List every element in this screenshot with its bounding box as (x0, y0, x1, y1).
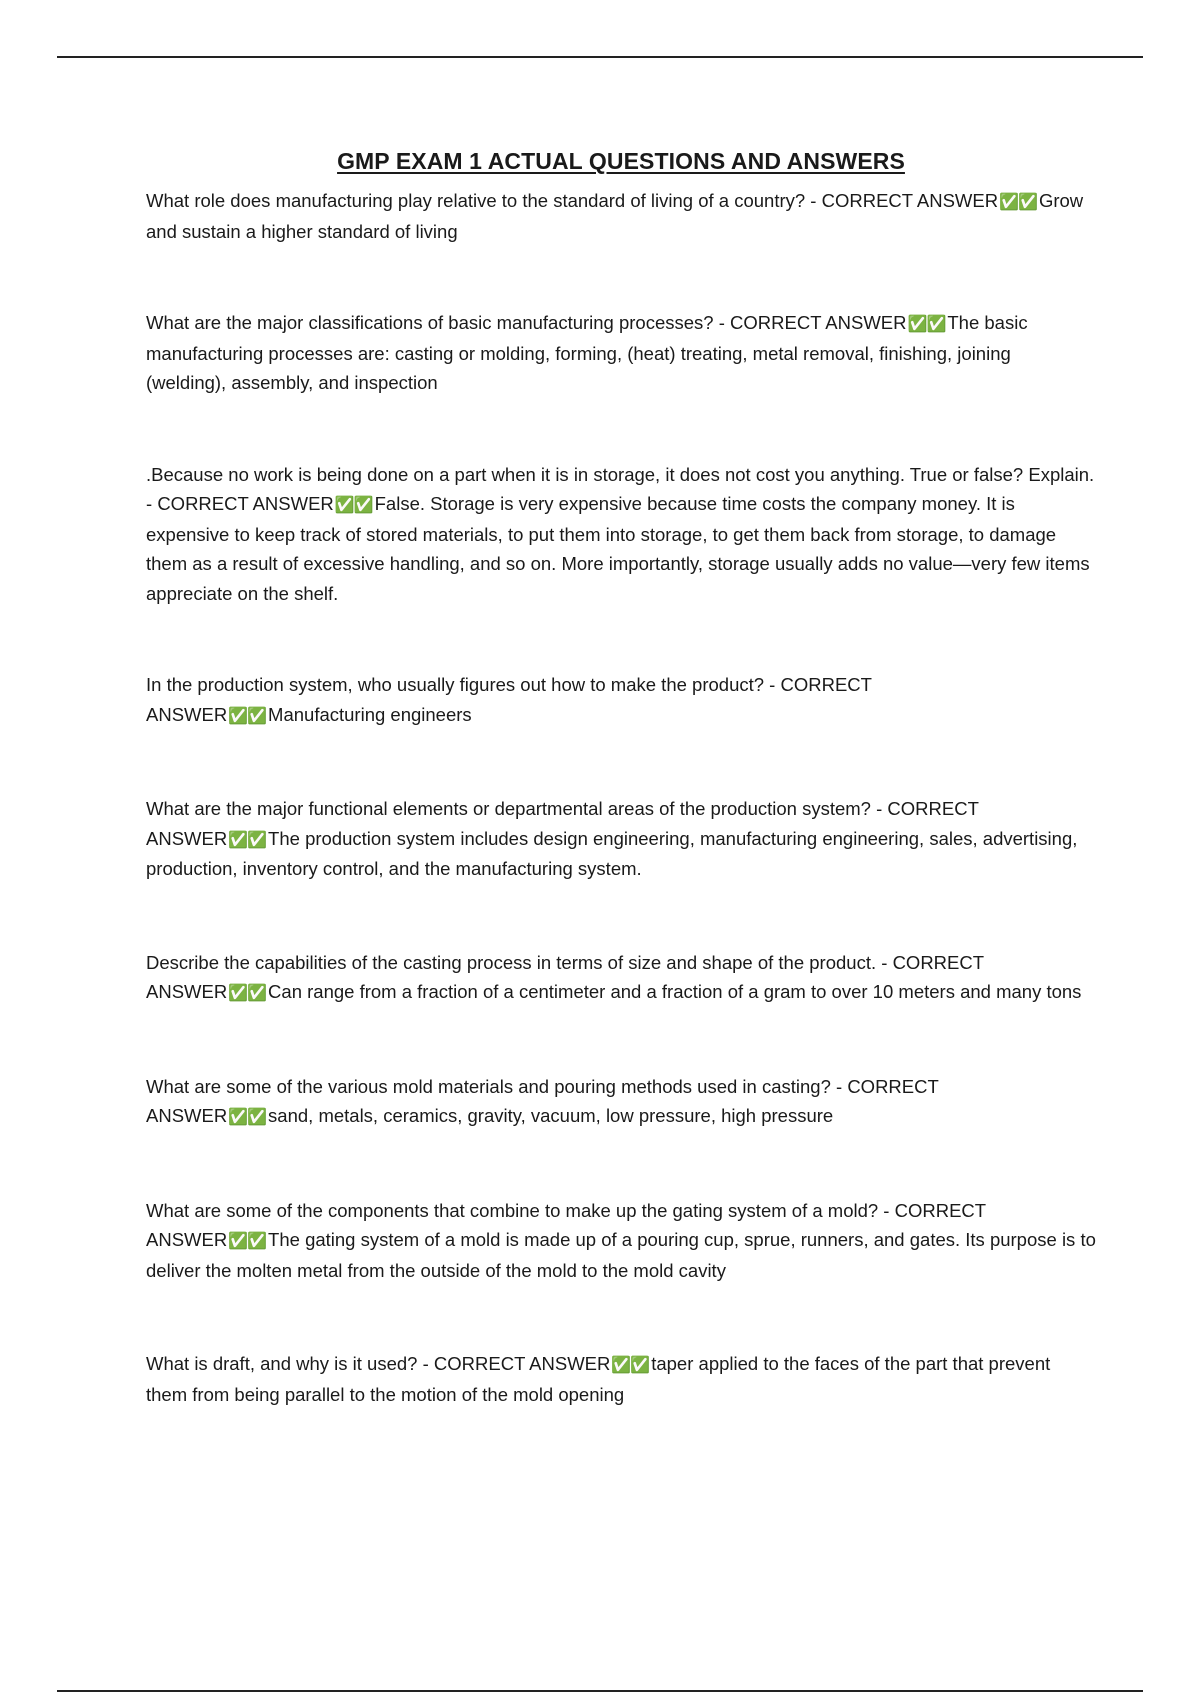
answer-text: The basic manufacturing processes are: casting or molding, forming, (heat) treating, metal removal, finishing, joining (welding), assembly, and inspection (146, 312, 1028, 393)
answer-text: Grow and sustain a higher standard of living (146, 190, 1084, 242)
question-text: What are some of the components that combine to make up the gating system of a mold? - (146, 1199, 895, 1221)
answer-text: Can range from a fraction of a centimeter and a fraction of a gram to over 10 meters and many tons (268, 981, 1082, 1002)
qa-item (146, 1196, 1096, 1286)
checkmark-icon: ✅✅ (334, 495, 373, 514)
checkmark-icon: ✅✅ (999, 192, 1037, 211)
document-body (146, 144, 1096, 1409)
qa-item (146, 308, 1096, 398)
question-text: What are some of the various mold materials and pouring methods used in casting? - (146, 1075, 848, 1097)
question-text: What are the major functional elements or departmental areas of the production system? - (146, 798, 888, 819)
qa-item (146, 794, 1096, 884)
answer-text: The production system includes design engineering, manufacturing engineering, sales, advertising, production, inventory control, and the manufacturing system. (146, 827, 1078, 879)
answer-marker: CORRECT ANSWER (146, 798, 979, 849)
question-text: What role does manufacturing play relative to the standard of living of a country? - (146, 190, 822, 211)
top-rule (57, 56, 1143, 58)
qa-item (146, 186, 1096, 246)
answer-marker: CORRECT ANSWER (433, 1353, 611, 1374)
document-title: GMP EXAM 1 ACTUAL QUESTIONS AND ANSWERS (337, 148, 905, 174)
qa-item (146, 460, 1096, 609)
qa-item (146, 1349, 1096, 1409)
checkmark-icon: ✅✅ (228, 1231, 267, 1250)
qa-item (146, 948, 1096, 1008)
answer-text: sand, metals, ceramics, gravity, vacuum, low pressure, high pressure (268, 1105, 834, 1126)
question-text: Describe the capabilities of the casting process in terms of size and shape of the product. - (146, 951, 893, 973)
qa-item (146, 670, 1096, 730)
answer-text: taper applied to the faces of the part that prevent them from being parallel to the motion of the mold opening (146, 1353, 1051, 1405)
qa-list (146, 186, 1096, 1409)
checkmark-icon: ✅✅ (228, 1107, 267, 1126)
question-text: .Because no work is being done on a part when it is in storage, it does not cost you anything. True or false? Explain. - (146, 463, 1095, 514)
answer-marker: CORRECT ANSWER (730, 312, 907, 333)
answer-marker: CORRECT ANSWER (821, 190, 999, 211)
checkmark-icon: ✅✅ (611, 1355, 650, 1374)
question-text: What are the major classifications of basic manufacturing processes? - (146, 312, 731, 333)
checkmark-icon: ✅✅ (907, 314, 946, 333)
answer-marker: CORRECT ANSWER (146, 1199, 986, 1250)
checkmark-icon: ✅✅ (228, 983, 267, 1002)
question-text: In the production system, who usually figures out how to make the product? - (146, 674, 781, 695)
answer-text: The gating system of a mold is made up of a pouring cup, sprue, runners, and gates. Its purpose is to deliver the molten metal from the outside of the mold to the mold cavity (146, 1229, 1096, 1281)
qa-item (146, 1072, 1096, 1132)
answer-marker: CORRECT ANSWER (146, 951, 984, 1002)
answer-text: Manufacturing engineers (268, 703, 472, 725)
answer-marker: CORRECT ANSWER (157, 493, 334, 514)
checkmark-icon: ✅✅ (228, 705, 267, 725)
answer-marker: CORRECT ANSWER (146, 1075, 939, 1126)
bottom-rule (57, 1690, 1143, 1692)
answer-marker: CORRECT ANSWER (146, 674, 872, 725)
question-text: What is draft, and why is it used? - (146, 1353, 434, 1374)
checkmark-icon: ✅✅ (228, 829, 267, 849)
answer-text: False. Storage is very expensive because time costs the company money. It is expensive to keep track of stored materials, to put them into storage, to get them back from storage, to damage them as a result of excessive handling, and so on. More importantly, storage usually adds no value—very few items appreciate on the shelf. (146, 493, 1090, 604)
